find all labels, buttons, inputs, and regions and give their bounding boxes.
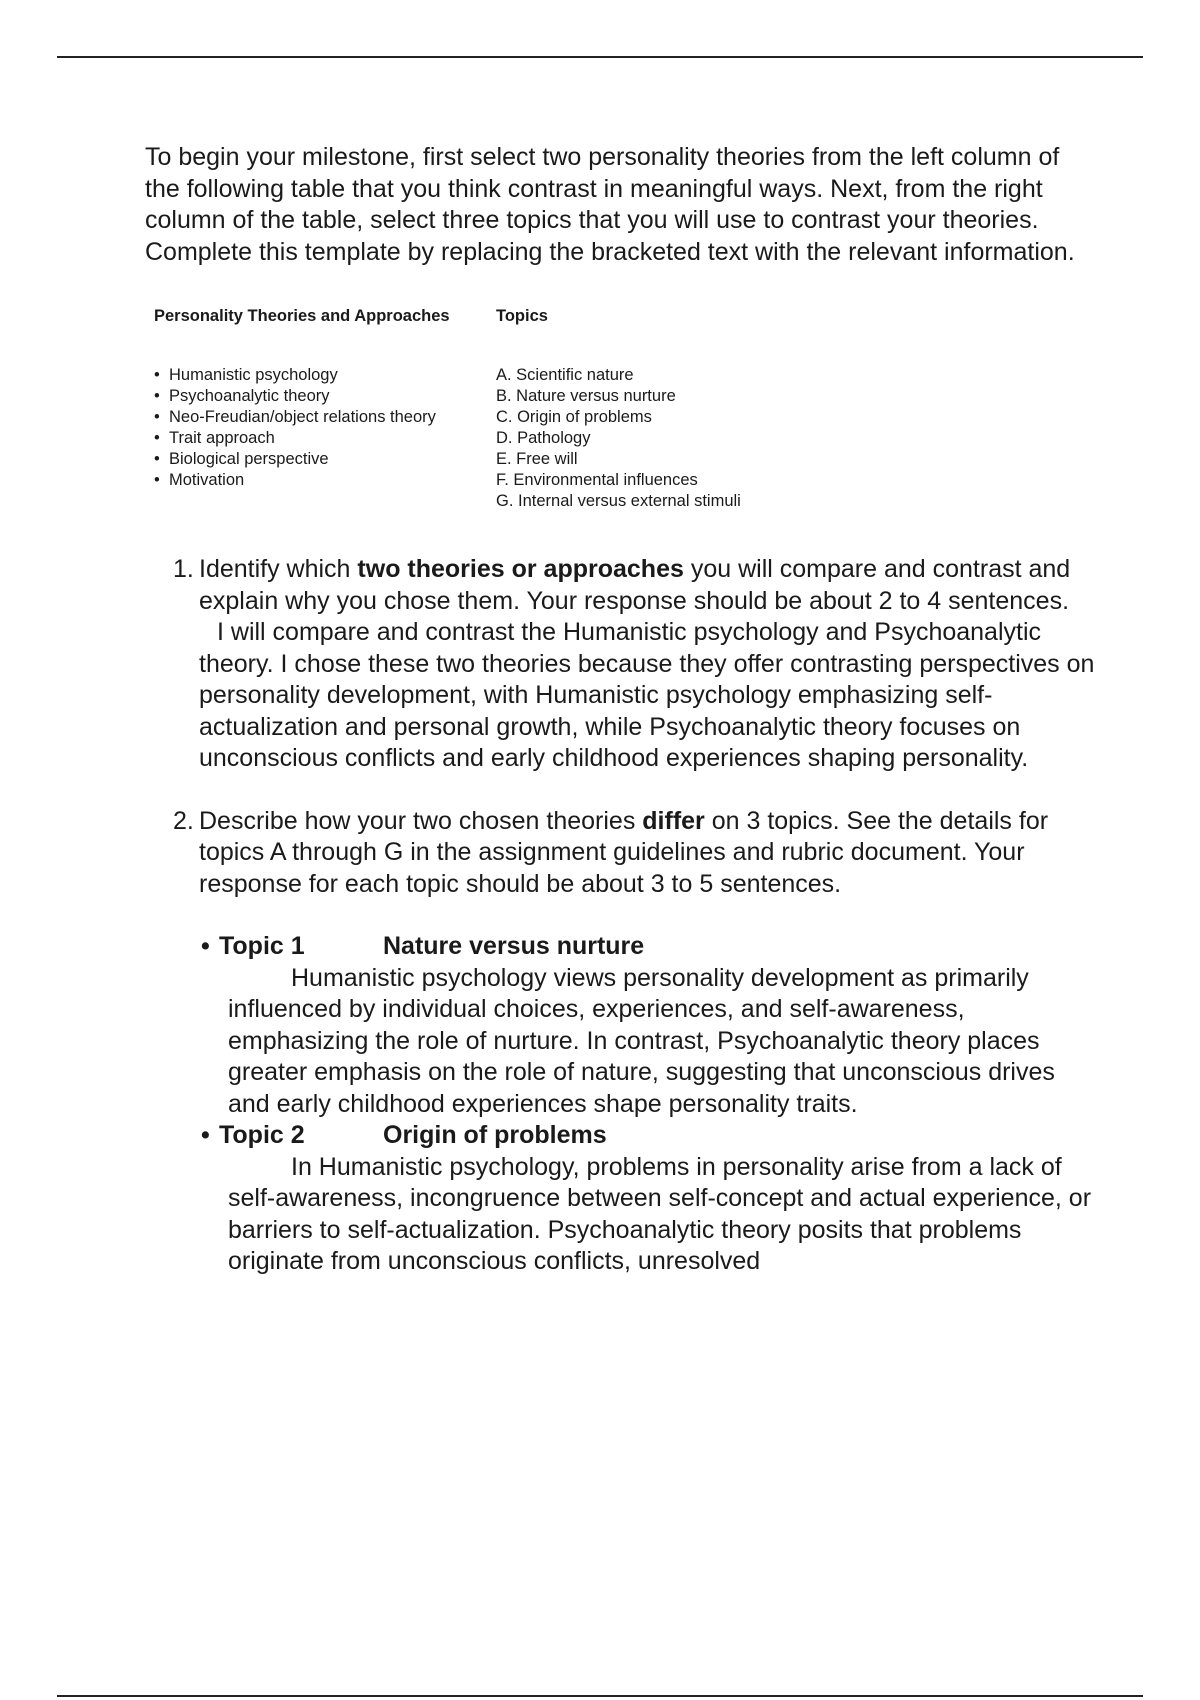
theory-item: • Neo-Freudian/object relations theory	[154, 407, 496, 428]
theory-item: • Humanistic psychology	[154, 365, 496, 386]
topic-heading	[201, 1120, 1095, 1152]
topic-option: G. Internal versus external stimuli	[496, 492, 741, 510]
theories-column-header: Personality Theories and Approaches	[154, 307, 450, 325]
questions-list	[145, 554, 1095, 1278]
question-number: 1.	[173, 555, 194, 583]
theory-item: • Trait approach	[154, 428, 496, 449]
topic-label: Topic 2	[219, 1121, 305, 1149]
document-page	[145, 142, 1095, 1278]
prompt-emphasis: two theories or approaches	[357, 555, 684, 583]
theory-item: • Motivation	[154, 470, 496, 491]
prompt-text: Identify which	[199, 555, 358, 583]
intro-paragraph: To begin your milestone, first select two personality theories from the left column of the following table that you think contrast in meaningful ways. Next, from the right column of the table, select three topics that you will use to contrast your theories. Complete this template by replacing the bracketed text with the relevant information.	[145, 143, 1075, 266]
topic-option: C. Origin of problems	[496, 408, 652, 426]
topics-column-header: Topics	[496, 307, 548, 325]
question-2-prompt	[199, 806, 1095, 901]
topic-title: Nature versus nurture	[383, 932, 645, 960]
topic-option: E. Free will	[496, 450, 578, 468]
question-1-answer: I will compare and contrast the Humanistic psychology and Psychoanalytic theory. I chose these two theories because they offer contrasting perspectives on personality development, with Humanistic psychology emphasizing self-actualization and personal growth, while Psychoanalytic theory focuses on unconscious conflicts and early childhood experiences shaping personality.	[199, 618, 1095, 772]
bullet-icon: •	[201, 1121, 210, 1149]
theory-item: • Biological perspective	[154, 449, 496, 470]
prompt-text: Describe how your two chosen theories	[199, 806, 643, 835]
topics-column	[496, 306, 896, 512]
theories-topics-table	[145, 306, 1095, 512]
theories-column	[145, 306, 496, 512]
topic-option: F. Environmental influences	[496, 471, 698, 489]
question-2	[173, 806, 1095, 1278]
topic-responses	[199, 931, 1095, 1278]
topic-option: B. Nature versus nurture	[496, 387, 676, 405]
topic-body: In Humanistic psychology, problems in personality arise from a lack of self-awareness, incongruence between self-concept and actual experience, or barriers to self-actualization. Psychoanalytic theory posits that problems originate from unconscious conflicts, unresolved	[228, 1152, 1092, 1275]
prompt-text: you will compare and contrast and explain why you chose them. Your response should be about 2 to 4 sentences.	[199, 555, 1071, 615]
question-number: 2.	[173, 806, 194, 835]
topic-title: Origin of problems	[383, 1121, 607, 1149]
prompt-text: on 3 topics. See the details for topics A through G in the assignment guidelines and rubric document. Your response for each topic should be about 3 to 5 sentences.	[199, 806, 1049, 898]
theory-item: • Psychoanalytic theory	[154, 386, 496, 407]
topics-list	[496, 365, 896, 512]
theories-list	[154, 365, 496, 491]
question-1	[173, 554, 1095, 775]
prompt-emphasis: differ	[642, 806, 705, 835]
topic-option: A. Scientific nature	[496, 366, 634, 384]
header-rule	[57, 56, 1143, 58]
topic-response-1	[201, 931, 1095, 1120]
topic-body: Humanistic psychology views personality development as primarily influenced by individual choices, experiences, and self-awareness, emphasizing the role of nurture. In contrast, Psychoanalytic theory places greater emphasis on the role of nature, suggesting that unconscious drives and early childhood experiences shape personality traits.	[228, 963, 1055, 1118]
question-1-prompt	[199, 554, 1095, 617]
bullet-icon: •	[201, 932, 210, 960]
topic-heading	[201, 931, 1095, 963]
topic-label: Topic 1	[219, 932, 305, 960]
footer-rule	[57, 1695, 1143, 1697]
topic-option: D. Pathology	[496, 429, 591, 447]
topic-response-2	[201, 1120, 1095, 1278]
